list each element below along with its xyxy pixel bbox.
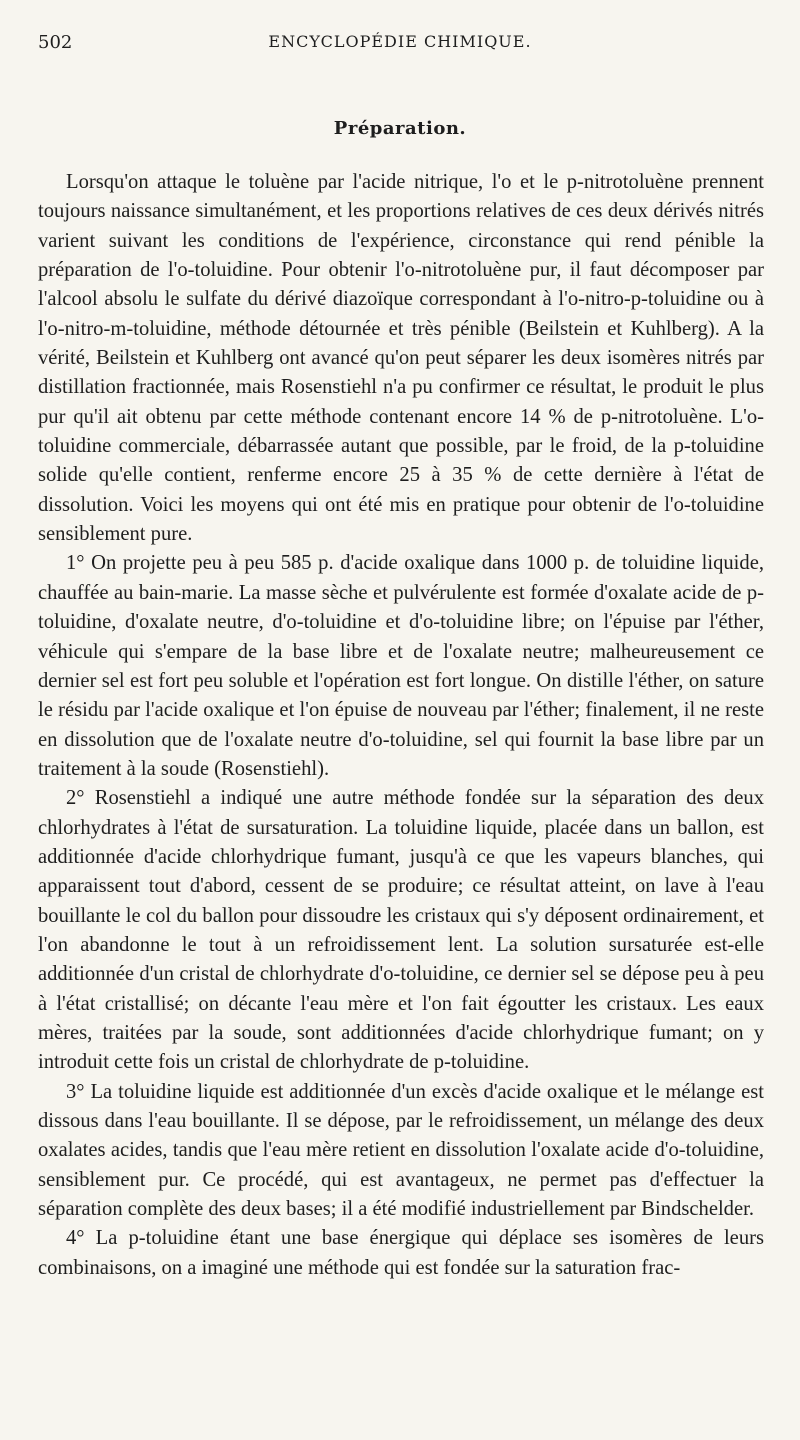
paragraph-method-1: 1° On projette peu à peu 585 p. d'acide oxalique dans 1000 p. de toluidine liquide, chauffée au bain-marie. La masse sèche et pulvérulente est formée d'oxalate acide de p-toluidine, d'oxalate neutre, d'o-toluidine et d'o-toluidine libre; on l'épuise par l'éther, véhicule qui s'empare de la base libre et de l'oxalate neutre; malheureusement ce dernier sel est fort peu soluble et l'opération est fort longue. On distille l'éther, on sature le résidu par l'acide oxalique et l'on épuise de nouveau par l'éther; finalement, il ne reste en dissolution que de l'oxalate neutre d'o-toluidine, sel qui fournit la base libre par un traitement à la soude (Rosenstiehl).: [38, 552, 764, 780]
paragraph-method-3: 3° La toluidine liquide est additionnée d'un excès d'acide oxalique et le mélange est dissous dans l'eau bouillante. Il se dépose, par le refroidissement, un mélange des deux oxalates acides, tandis que l'eau mère retient en dissolution l'oxalate acide d'o-toluidine, sensiblement pur. Ce procédé, qui est avantageux, ne permet pas d'effectuer la séparation complète des deux bases; il a été modifié industriellement par Bindschelder.: [38, 1080, 764, 1221]
page-header: [38, 32, 762, 62]
paragraph-method-4: 4° La p-toluidine étant une base énergique qui déplace ses isomères de leurs combinaisons, on a imaginé une méthode qui est fondée sur la saturation frac-: [38, 1227, 764, 1279]
paragraph-method-2: 2° Rosenstiehl a indiqué une autre méthode fondée sur la séparation des deux chlorhydrates à l'état de sursaturation. La toluidine liquide, placée dans un ballon, est additionnée d'acide chlorhydrique fumant, jusqu'à ce que les vapeurs blanches, qui apparaissent tout d'abord, cessent de se produire; ce résultat atteint, on lave à l'eau bouillante le col du ballon pour dissoudre les cristaux qui s'y déposent ordinairement, et l'on abandonne le tout à un refroidissement lent. La solution sursaturée est-elle additionnée d'un cristal de chlorhydrate d'o-toluidine, ce dernier sel se dépose peu à peu à l'état cristallisé; on décante l'eau mère et l'on fait égoutter les cristaux. Les eaux mères, traitées par la soude, sont additionnées d'acide chlorhydrique fumant; on y introduit cette fois un cristal de chlorhydrate de p-toluidine.: [38, 787, 764, 1074]
paragraph-intro: Lorsqu'on attaque le toluène par l'acide nitrique, l'o et le p-nitrotoluène prennent toujours naissance simultanément, et les proportions relatives de ces deux dérivés nitrés varient suivant les conditions de l'expérience, circonstance qui rend pénible la préparation de l'o-toluidine. Pour obtenir l'o-nitrotoluène pur, il faut décomposer par l'alcool absolu le sulfate du dérivé diazoïque correspondant à l'o-nitro-p-toluidine ou à l'o-nitro-m-toluidine, méthode détournée et très pénible (Beilstein et Kuhlberg). A la vérité, Beilstein et Kuhlberg ont avancé qu'on peut séparer les deux isomères nitrés par distillation fractionnée, mais Rosenstiehl n'a pu confirmer ce résultat, le produit le plus pur qu'il ait obtenu par cette méthode contenant encore 14 % de p-nitrotoluène. L'o-toluidine commerciale, débarrassée autant que possible, par le froid, de la p-toluidine solide qu'elle contient, renferme encore 25 à 35 % de cette dernière à l'état de dissolution. Voici les moyens qui ont été mis en pratique pour obtenir de l'o-toluidine sensiblement pure.: [38, 171, 764, 546]
running-title: ENCYCLOPÉDIE CHIMIQUE.: [268, 32, 532, 51]
section-title: Préparation.: [333, 118, 467, 139]
body-text: [38, 168, 764, 1283]
page-number: 502: [38, 32, 73, 53]
